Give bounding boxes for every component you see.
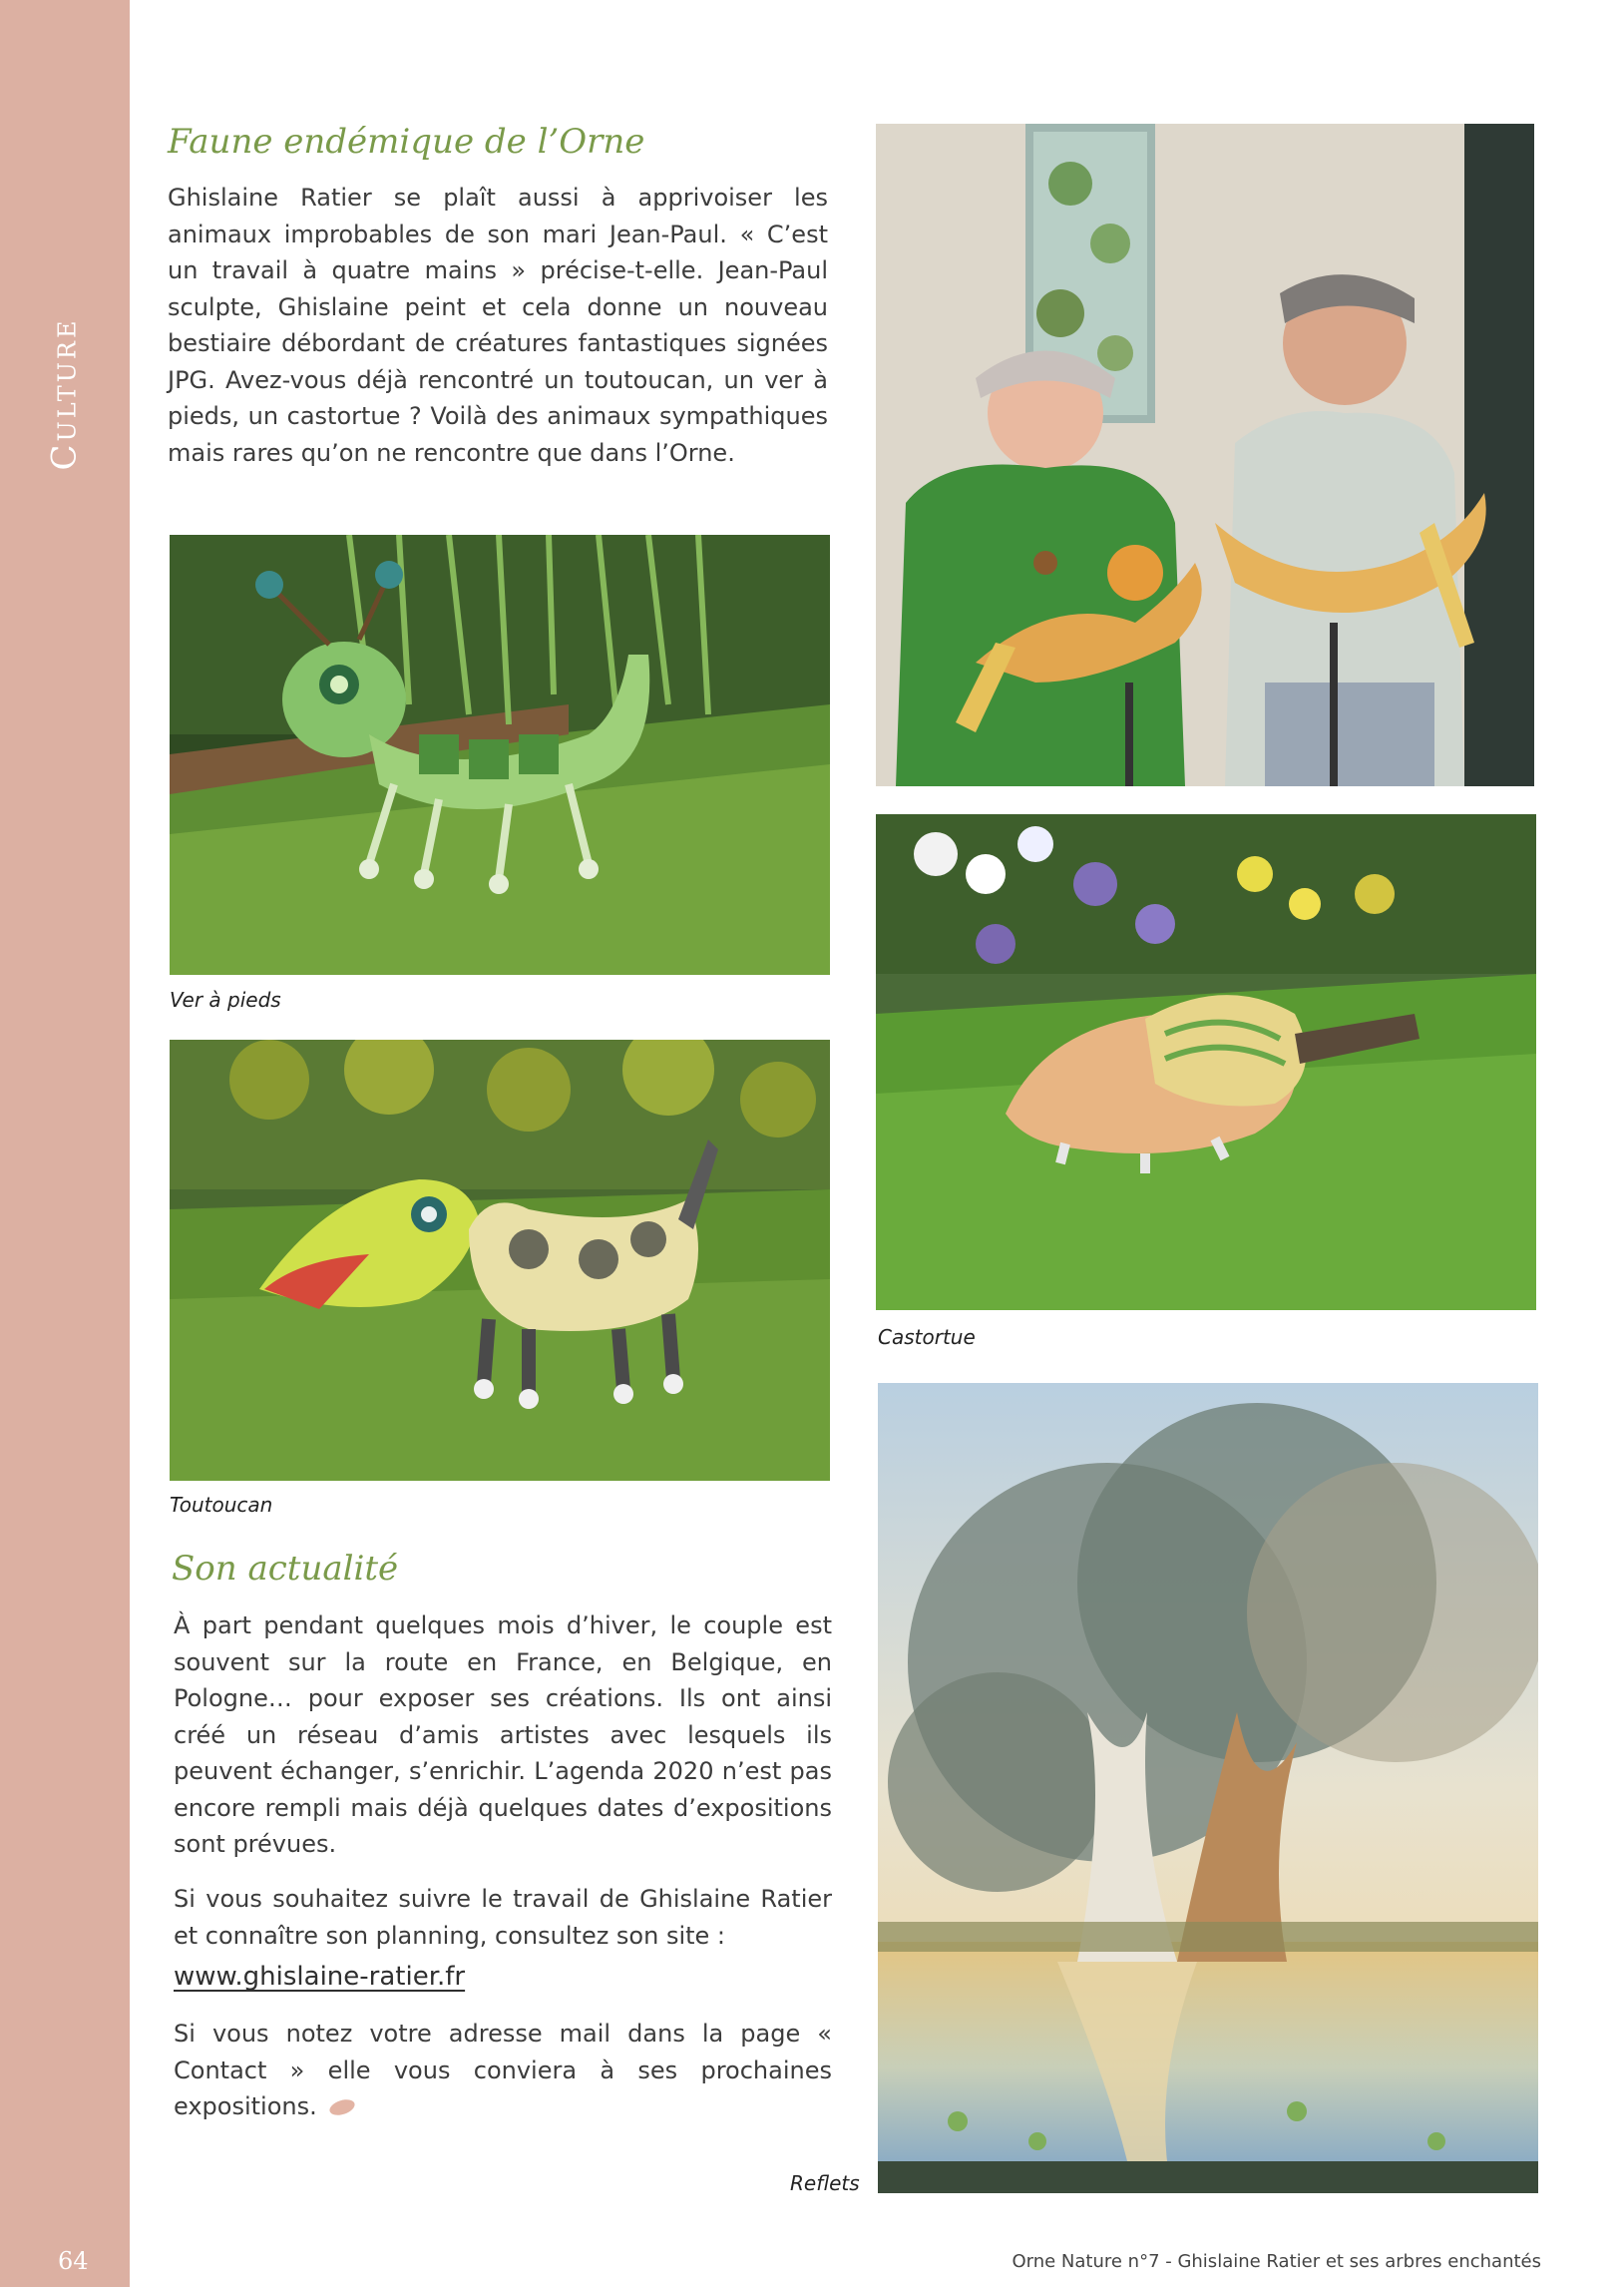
- photo-castortue: [876, 814, 1536, 1310]
- photo-ver-a-pieds: [170, 535, 830, 975]
- section-paragraph-faune: Ghislaine Ratier se plaît aussi à apprivoiser les animaux improbables de son mari Jean-Paul. « C’est un travail à quatre mains » précise-t-elle. Jean-Paul sculpte, Ghislaine peint et cela donne un nouveau bestiaire débordant de créatures fantastiques signées JPG. Avez-vous déjà rencontré un toutoucan, un ver à pieds, un castortue ? Voilà des animaux sympathiques mais rares qu’on ne rencontre que dans l’Orne.: [168, 184, 828, 467]
- page-number: 64: [58, 2247, 89, 2275]
- section-paragraph-actualite-1: À part pendant quelques mois d’hiver, le couple est souvent sur la route en France, en Belgique, en Pologne… pour exposer ses créations. Ils ont ainsi créé un réseau d’amis artistes avec lesquels ils peuvent échanger, s’enrichir. L’agenda 2020 n’est pas encore rempli mais déjà quelques dates d’expositions sont prévues.: [174, 1611, 832, 1858]
- footer-issue-title: Orne Nature n°7 - Ghislaine Ratier et ses arbres enchantés: [1012, 2251, 1541, 2272]
- rubric-label: [44, 294, 86, 494]
- section-paragraph-actualite-3: [174, 2016, 832, 2125]
- leaf-end-mark-icon: [327, 2098, 357, 2116]
- caption-reflets: Reflets: [790, 2171, 860, 2195]
- photo-toutoucan: [170, 1040, 830, 1481]
- rubric-band: [0, 0, 130, 2287]
- caption-ver-a-pieds: Ver à pieds: [170, 988, 281, 1012]
- caption-toutoucan: Toutoucan: [170, 1493, 273, 1517]
- paragraph-3-text: Si vous notez votre adresse mail dans la page « Contact » elle vous conviera à ses prochaines expositions.: [174, 2020, 832, 2120]
- caption-castortue: Castortue: [878, 1325, 976, 1349]
- rubric-text: Culture: [45, 317, 86, 471]
- photo-couple-with-sculptures: [876, 124, 1534, 786]
- section-heading-faune: Faune endémique de l’Orne: [168, 122, 645, 162]
- section-heading-actualite: Son actualité: [172, 1549, 399, 1589]
- section-paragraph-actualite-2: Si vous souhaitez suivre le travail de Ghislaine Ratier et connaître son planning, consultez son site :: [174, 1885, 832, 1950]
- photo-reflets-painting: [878, 1383, 1538, 2193]
- website-link[interactable]: www.ghislaine-ratier.fr: [174, 1962, 466, 1992]
